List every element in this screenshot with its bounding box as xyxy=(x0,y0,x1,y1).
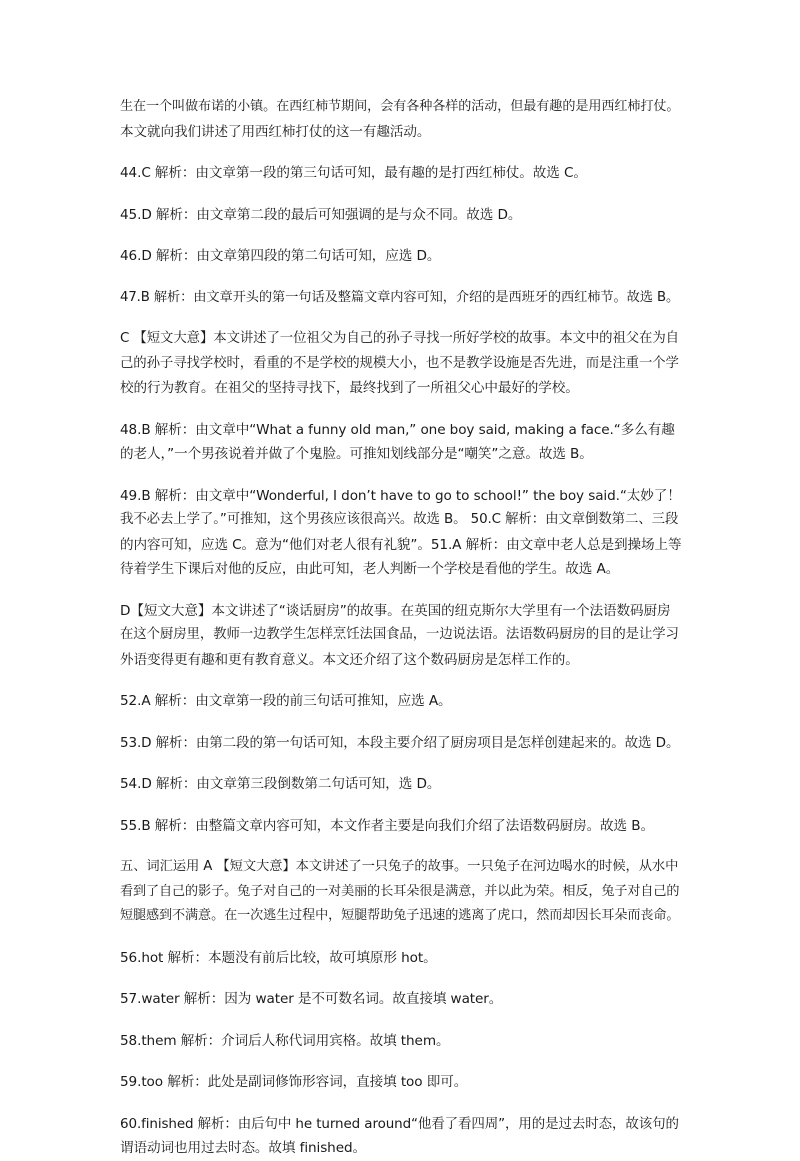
text-line: 58.them 解析：介词后人称代词用宾格。故填 them。 xyxy=(120,1032,450,1049)
text-line: 46.D 解析：由文章第四段的第二句话可知，应选 D。 xyxy=(120,248,441,264)
text-line: 本文就向我们讲述了用西红柿打仗的这一有趣活动。 xyxy=(120,123,431,140)
answer-58 xyxy=(120,1029,682,1054)
text-line: 的内容可知，应选 C。意为“他们对老人很有礼貌”。51.A 解析：由文章中老人总是到操场上等 xyxy=(120,536,682,553)
answer-47 xyxy=(120,286,682,311)
text-line: 57.water 解析：因为 water 是不可数名词。故直接填 water。 xyxy=(120,991,503,1007)
text-line: 48.B 解析：由文章中“What a funny old man,” one boy said, making a face.“多么有趣 xyxy=(120,421,675,438)
text-line: 己的孙子寻找学校时，看重的不是学校的规模大小，也不是教学设施是否先进，而是注重一个学 xyxy=(120,355,679,371)
text-line: 59.too 解析：此处是副词修饰形容词，直接填 too 即可。 xyxy=(120,1074,468,1090)
text-line: 47.B 解析：由文章开头的第一句话及整篇文章内容可知，介绍的是西班牙的西红柿节。故选 B。 xyxy=(120,289,680,305)
answer-45 xyxy=(120,203,682,228)
answer-52 xyxy=(120,689,682,714)
text-line: 短腿感到不满意。在一次逃生过程中，短腿帮助兔子迅速的逃离了虎口，然而却因长耳朵而丧命。 xyxy=(120,908,680,923)
answer-48 xyxy=(120,418,682,467)
text-line: D【短文大意】本文讲述了“谈话厨房”的故事。在英国的纽克斯尔大学里有一个法语数码厨房 xyxy=(120,602,671,619)
text-line: 五、词汇运用 A 【短文大意】本文讲述了一只兔子的故事。一只兔子在河边喝水的时候，从水中 xyxy=(120,859,679,874)
text-line: 谓语动词也用过去时态。故填 finished。 xyxy=(120,1140,366,1156)
section-c-summary xyxy=(120,327,682,401)
document-body xyxy=(120,95,682,1161)
text-line: 60.finished 解析：由后句中 he turned around“他看了看四周”，用的是过去时态，故该句的 xyxy=(120,1115,679,1132)
text-line: 校的行为教育。在祖父的坚持寻找下，最终找到了一所祖父心中最好的学校。 xyxy=(120,380,579,396)
answer-53 xyxy=(120,731,682,756)
text-line: 外语变得更有趣和更有教育意义。本文还介绍了这个数码厨房是怎样工作的。 xyxy=(120,651,579,668)
text-line: 生在一个叫做布诺的小镇。在西红柿节期间，会有各种各样的活动，但最有趣的是用西红柿打仗。 xyxy=(120,99,680,114)
answer-49-51 xyxy=(120,484,682,582)
text-line: 待着学生下课后对他的反应，由此可知，老人判断一个学校是看他的学生。故选 A。 xyxy=(120,561,620,577)
text-line: 55.B 解析：由整篇文章内容可知，本文作者主要是向我们介绍了法语数码厨房。故选 B。 xyxy=(120,817,654,834)
answer-59 xyxy=(120,1070,682,1095)
answer-55 xyxy=(120,814,682,839)
text-line: 54.D 解析：由文章第三段倒数第二句话可知，选 D。 xyxy=(120,776,441,792)
answer-60 xyxy=(120,1112,682,1161)
answer-57 xyxy=(120,987,682,1012)
section-d-summary xyxy=(120,599,682,673)
text-line: 49.B 解析：由文章中“Wonderful, I don’t have to go to school!” the boy said.“太妙了！ xyxy=(120,487,681,504)
text-line: 我不必去上学了。”可推知，这个男孩应该很高兴。故选 B。 50.C 解析：由文章倒数第二、三段 xyxy=(120,512,679,527)
text-line: 56.hot 解析：本题没有前后比较，故可填原形 hot。 xyxy=(120,949,437,966)
section-5-summary xyxy=(120,855,682,929)
answer-54 xyxy=(120,772,682,797)
text-line: 看到了自己的影子。兔子对自己的一对美丽的长耳朵很是满意，并以此为荣。相反，兔子对自己的 xyxy=(120,883,680,899)
text-line: 的老人，”一个男孩说着并做了个鬼脸。可推知划线部分是“嘲笑”之意。故选 B。 xyxy=(120,446,593,462)
answer-44 xyxy=(120,161,682,186)
answer-46 xyxy=(120,244,682,269)
text-line: 44.C 解析：由文章第一段的第三句话可知，最有趣的是打西红柿仗。故选 C。 xyxy=(120,165,587,181)
text-line: 在这个厨房里，教师一边教学生怎样烹饪法国食品，一边说法语。法语数码厨房的目的是让学习 xyxy=(120,627,679,642)
paragraph xyxy=(120,95,682,144)
text-line: 45.D 解析：由文章第二段的最后可知强调的是与众不同。故选 D。 xyxy=(120,206,522,223)
answer-56 xyxy=(120,946,682,971)
text-line: 53.D 解析：由第二段的第一句话可知，本段主要介绍了厨房项目是怎样创建起来的。故选 D。 xyxy=(120,734,680,751)
text-line: C 【短文大意】本文讲述了一位祖父为自己的孙子寻找一所好学校的故事。本文中的祖父在为自 xyxy=(120,331,679,346)
text-line: 52.A 解析：由文章第一段的前三句话可推知，应选 A。 xyxy=(120,693,452,709)
